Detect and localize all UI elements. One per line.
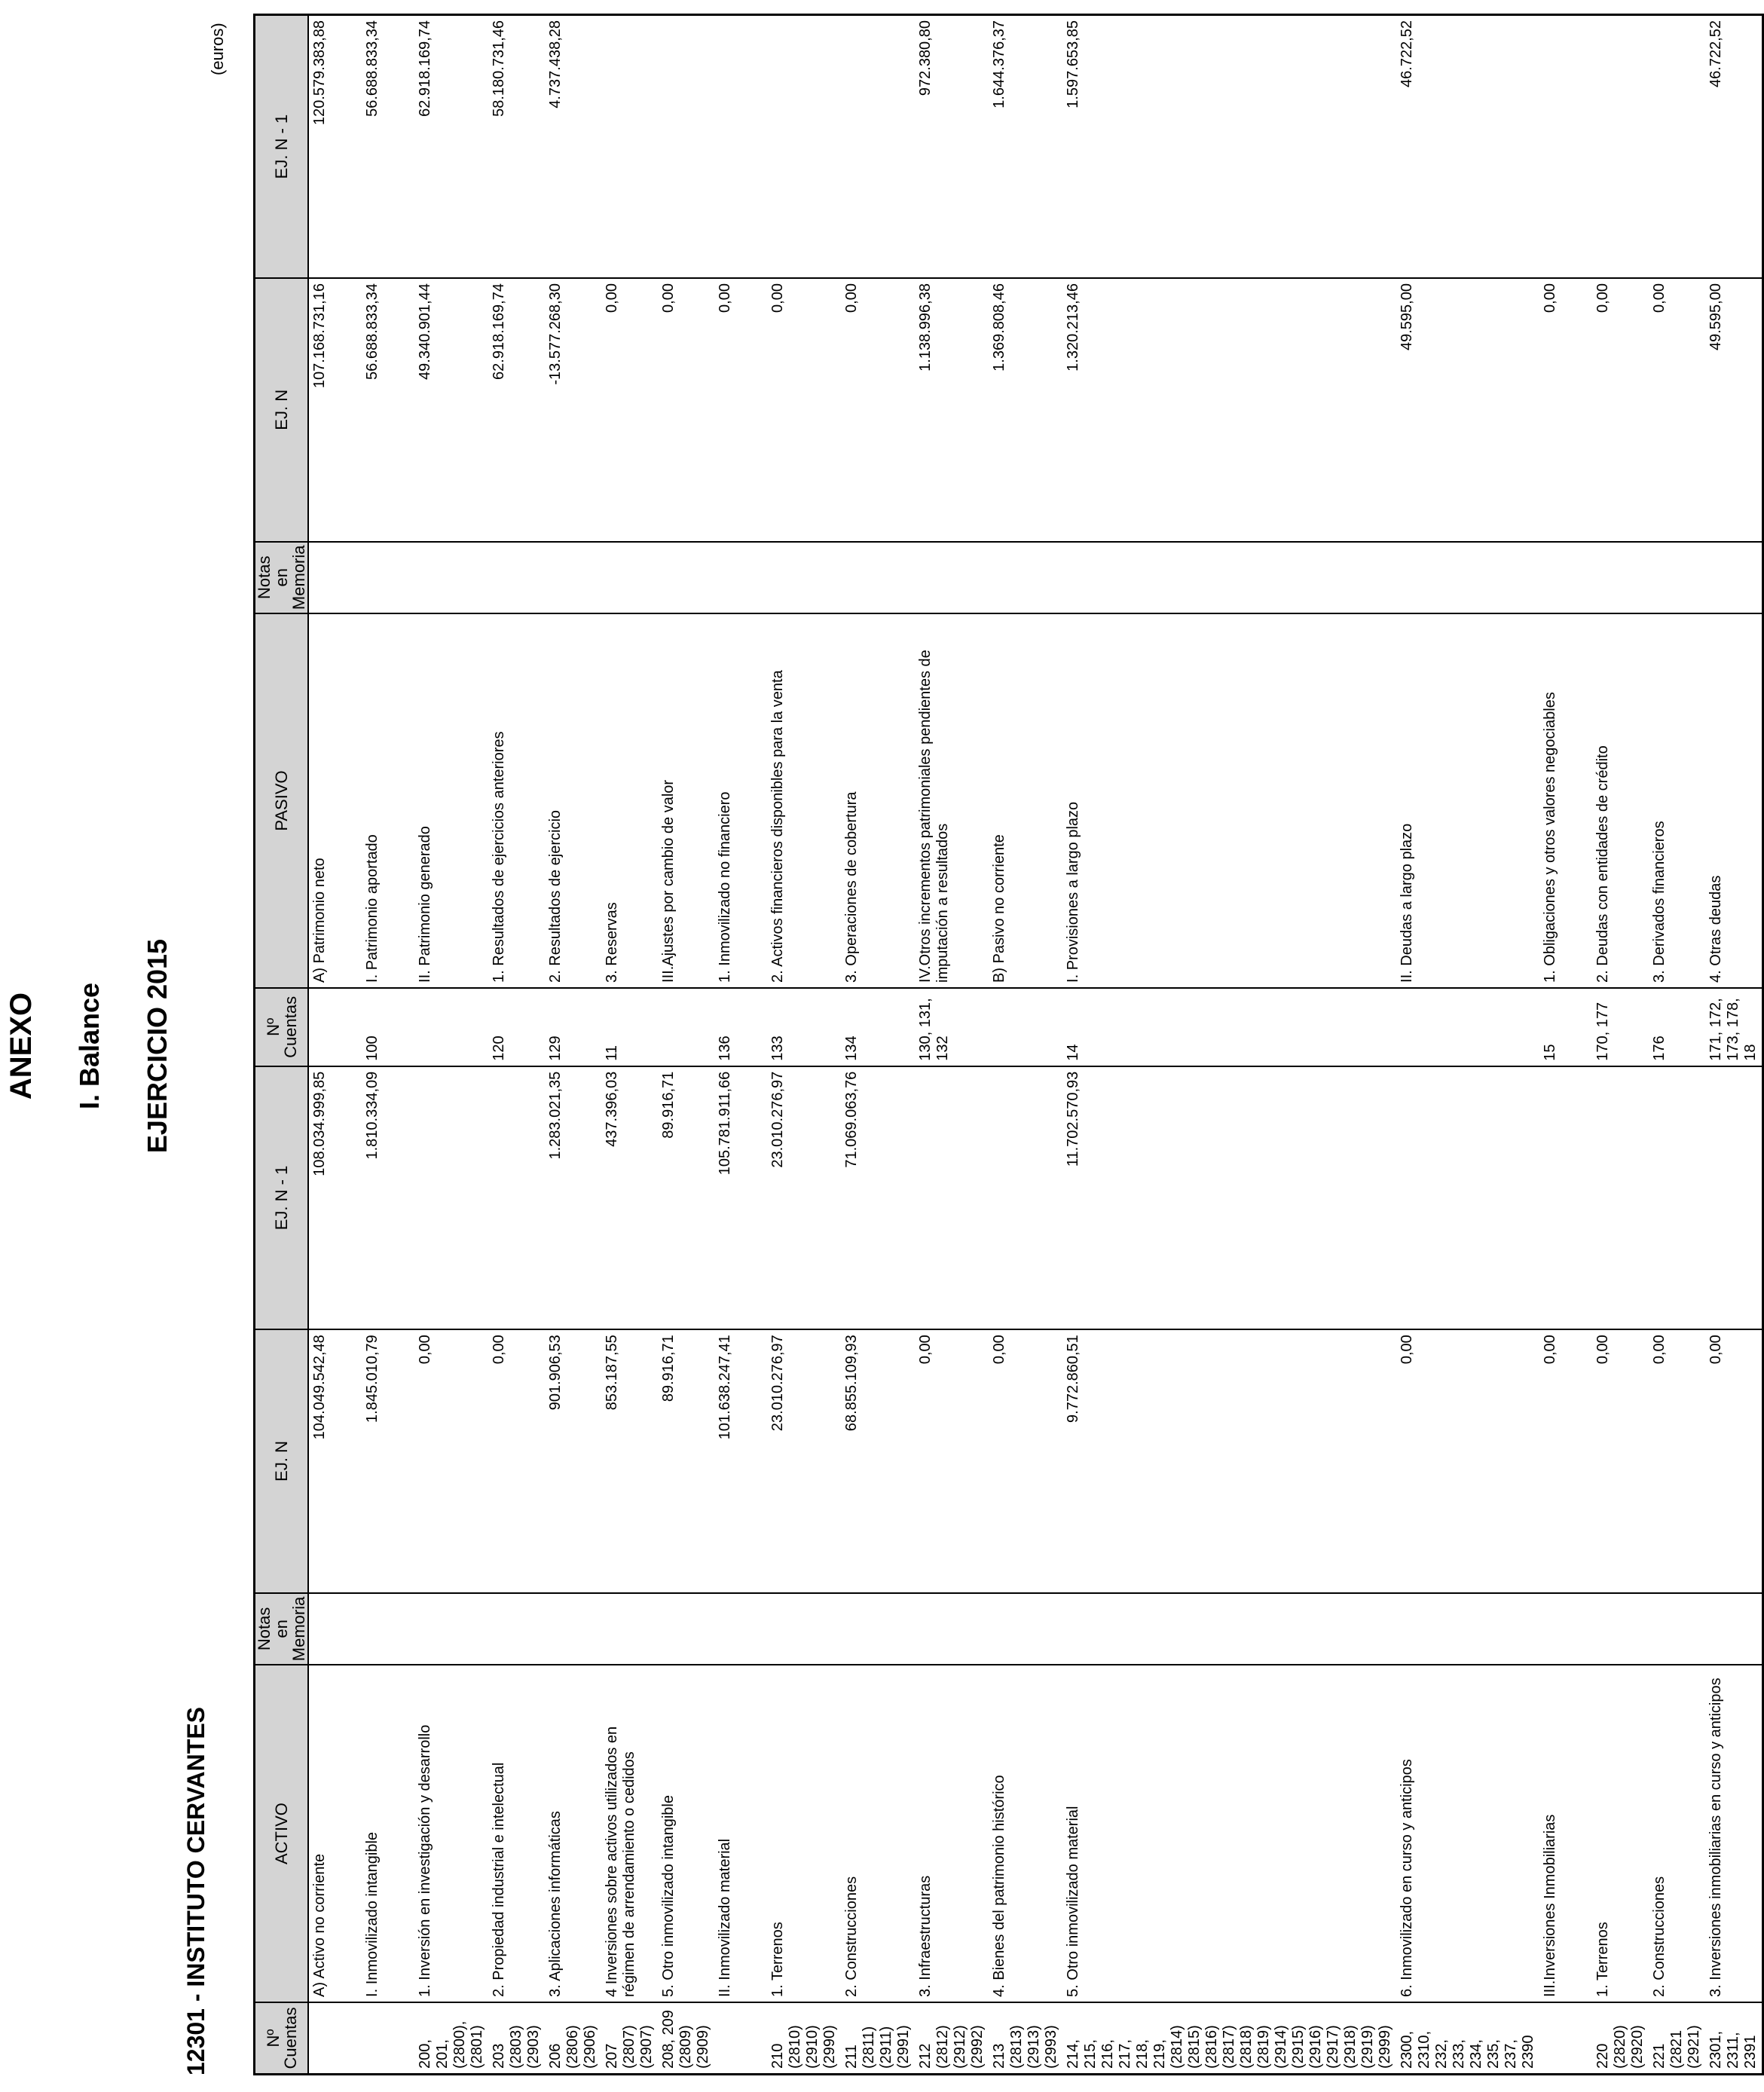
pasivo-ejn1-cell bbox=[714, 15, 767, 279]
pasivo-ejn1-cell: 46.722,52 bbox=[1396, 15, 1539, 279]
activo-label-cell: 2. Propiedad industrial e intelectual bbox=[488, 1665, 545, 2002]
activo-ejn1-cell: 11.702.570,93 bbox=[1062, 1066, 1396, 1329]
activo-cuentas-cell: 221 (2821 (2921) bbox=[1649, 2002, 1705, 2075]
pasivo-ejn1-cell: 1.597.653,85 bbox=[1062, 15, 1396, 279]
pasivo-ejn-cell: 56.688.833,34 bbox=[362, 278, 414, 541]
activo-ejn-cell: 89.916,71 bbox=[658, 1329, 714, 1592]
pasivo-ejn1-cell: 46.722,52 bbox=[1705, 15, 1763, 279]
pasivo-cuentas-cell: 134 bbox=[841, 988, 915, 1066]
activo-notas-cell bbox=[1649, 1593, 1705, 1665]
pasivo-notas-cell bbox=[1592, 542, 1649, 614]
activo-label-cell: 4. Bienes del patrimonio histórico bbox=[989, 1665, 1062, 2002]
pasivo-notas-cell bbox=[658, 542, 714, 614]
activo-cuentas-cell: 200, 201, (2800), (2801) bbox=[414, 2002, 488, 2075]
col-header-activo: ACTIVO bbox=[255, 1665, 309, 2002]
activo-cuentas-cell: 213 (2813) (2913) (2993) bbox=[989, 2002, 1062, 2075]
activo-cuentas-cell: 207 (2807) (2907) bbox=[601, 2002, 658, 2075]
table-row bbox=[545, 15, 601, 2075]
activo-label-cell: 5. Otro inmovilizado intangible bbox=[658, 1665, 714, 2002]
activo-ejn1-cell: 1.810.334,09 bbox=[362, 1066, 414, 1329]
activo-ejn-cell: 0,00 bbox=[1705, 1329, 1763, 1592]
activo-cuentas-cell: 206 (2806) (2906) bbox=[545, 2002, 601, 2075]
pasivo-ejn-cell: 0,00 bbox=[767, 278, 841, 541]
pasivo-ejn1-cell: 58.180.731,46 bbox=[488, 15, 545, 279]
pasivo-cuentas-cell bbox=[1396, 988, 1539, 1066]
pasivo-ejn1-cell bbox=[1649, 15, 1705, 279]
pasivo-label-cell: A) Patrimonio neto bbox=[308, 613, 362, 988]
pasivo-notas-cell bbox=[915, 542, 989, 614]
table-row bbox=[414, 15, 488, 2075]
activo-cuentas-cell bbox=[308, 2002, 362, 2075]
balance-table bbox=[253, 14, 1764, 2075]
activo-ejn-cell: 0,00 bbox=[1396, 1329, 1539, 1592]
pasivo-ejn-cell: 0,00 bbox=[1592, 278, 1649, 541]
col-header-notas: Notas en Memoria bbox=[255, 1593, 309, 1665]
activo-notas-cell bbox=[545, 1593, 601, 1665]
activo-ejn-cell: 0,00 bbox=[1649, 1329, 1705, 1592]
pasivo-label-cell: III.Ajustes por cambio de valor bbox=[658, 613, 714, 988]
pasivo-label-cell: 2. Resultados de ejercicio bbox=[545, 613, 601, 988]
pasivo-label-cell: 3. Operaciones de cobertura bbox=[841, 613, 915, 988]
activo-label-cell: 5. Otro inmovilizado material bbox=[1062, 1665, 1396, 2002]
pasivo-cuentas-cell: 14 bbox=[1062, 988, 1396, 1066]
pasivo-label-cell: 2. Deudas con entidades de crédito bbox=[1592, 613, 1649, 988]
pasivo-notas-cell bbox=[362, 542, 414, 614]
activo-label-cell: 3. Inversiones inmobiliarias en curso y anticipos bbox=[1705, 1665, 1763, 2002]
activo-cuentas-cell: 211 (2811) (2911) (2991) bbox=[841, 2002, 915, 2075]
pasivo-cuentas-cell bbox=[308, 988, 362, 1066]
activo-ejn-cell: 104.049.542,48 bbox=[308, 1329, 362, 1592]
pasivo-ejn-cell: 49.595,00 bbox=[1396, 278, 1539, 541]
pasivo-notas-cell bbox=[1396, 542, 1539, 614]
table-row bbox=[1062, 15, 1396, 2075]
pasivo-notas-cell bbox=[1062, 542, 1396, 614]
pasivo-cuentas-cell: 130, 131, 132 bbox=[915, 988, 989, 1066]
col-header-notas-pasivo: Notas en Memoria bbox=[255, 542, 309, 614]
activo-cuentas-cell: 214, 215, 216, 217, 218, 219, (2814) (2815) (2816) (2817) (2818) (2819) (2914) (2915) (2916) (2917) (2918) (2919) (2999) bbox=[1062, 2002, 1396, 2075]
pasivo-ejn-cell: 1.138.996,38 bbox=[915, 278, 989, 541]
pasivo-ejn-cell: 0,00 bbox=[841, 278, 915, 541]
table-row bbox=[915, 15, 989, 2075]
pasivo-cuentas-cell bbox=[658, 988, 714, 1066]
table-row bbox=[308, 15, 362, 2075]
col-header-ejn1-pasivo: EJ. N - 1 bbox=[255, 15, 309, 279]
activo-cuentas-cell: 2300, 2310, 232, 233, 234, 235, 237, 2390 bbox=[1396, 2002, 1539, 2075]
activo-cuentas-cell bbox=[714, 2002, 767, 2075]
pasivo-label-cell: 3. Derivados financieros bbox=[1649, 613, 1705, 988]
activo-notas-cell bbox=[308, 1593, 362, 1665]
ejercicio-title: EJERCICIO 2015 bbox=[142, 938, 173, 1154]
pasivo-notas-cell bbox=[767, 542, 841, 614]
activo-cuentas-cell bbox=[1539, 2002, 1592, 2075]
pasivo-label-cell: IV.Otros incrementos patrimoniales pendientes de imputación a resultados bbox=[915, 613, 989, 988]
pasivo-ejn1-cell bbox=[1592, 15, 1649, 279]
pasivo-ejn1-cell: 120.579.383,88 bbox=[308, 15, 362, 279]
pasivo-label-cell: B) Pasivo no corriente bbox=[989, 613, 1062, 988]
activo-ejn1-cell: 89.916,71 bbox=[658, 1066, 714, 1329]
col-header-ejn: EJ. N bbox=[255, 1329, 309, 1592]
activo-cuentas-cell: 2301, 2311, 2391 bbox=[1705, 2002, 1763, 2075]
pasivo-ejn1-cell: 4.737.438,28 bbox=[545, 15, 601, 279]
activo-label-cell: 2. Construcciones bbox=[841, 1665, 915, 2002]
activo-ejn1-cell bbox=[1539, 1066, 1592, 1329]
col-header-pasivo: PASIVO bbox=[255, 613, 309, 988]
activo-notas-cell bbox=[362, 1593, 414, 1665]
pasivo-ejn1-cell bbox=[1539, 15, 1592, 279]
activo-ejn1-cell: 108.034.999,85 bbox=[308, 1066, 362, 1329]
table-row bbox=[989, 15, 1062, 2075]
pasivo-cuentas-cell: 171, 172, 173, 178, 18 bbox=[1705, 988, 1763, 1066]
pasivo-cuentas-cell: 11 bbox=[601, 988, 658, 1066]
pasivo-cuentas-cell bbox=[989, 988, 1062, 1066]
pasivo-label-cell: 1. Resultados de ejercicios anteriores bbox=[488, 613, 545, 988]
activo-label-cell: 2. Construcciones bbox=[1649, 1665, 1705, 2002]
activo-ejn-cell: 0,00 bbox=[989, 1329, 1062, 1592]
pasivo-label-cell: I. Provisiones a largo plazo bbox=[1062, 613, 1396, 988]
col-header-ejn1: EJ. N - 1 bbox=[255, 1066, 309, 1329]
unit-label: (euros) bbox=[208, 23, 227, 75]
table-row bbox=[1592, 15, 1649, 2075]
pasivo-ejn1-cell bbox=[601, 15, 658, 279]
table-row bbox=[1705, 15, 1763, 2075]
col-header-ejn-pasivo: EJ. N bbox=[255, 278, 309, 541]
pasivo-notas-cell bbox=[1705, 542, 1763, 614]
activo-label-cell: 1. Inversión en investigación y desarrollo bbox=[414, 1665, 488, 2002]
activo-ejn1-cell: 105.781.911,66 bbox=[714, 1066, 767, 1329]
activo-ejn1-cell: 1.283.021,35 bbox=[545, 1066, 601, 1329]
pasivo-ejn-cell: 0,00 bbox=[658, 278, 714, 541]
pasivo-ejn-cell: 62.918.169,74 bbox=[488, 278, 545, 541]
activo-ejn-cell: 0,00 bbox=[1592, 1329, 1649, 1592]
pasivo-label-cell: 3. Reservas bbox=[601, 613, 658, 988]
pasivo-ejn-cell: -13.577.268,30 bbox=[545, 278, 601, 541]
activo-ejn1-cell bbox=[989, 1066, 1062, 1329]
pasivo-label-cell: 2. Activos financieros disponibles para la venta bbox=[767, 613, 841, 988]
activo-cuentas-cell: 212 (2812) (2912) (2992) bbox=[915, 2002, 989, 2075]
activo-notas-cell bbox=[915, 1593, 989, 1665]
activo-ejn-cell: 0,00 bbox=[1539, 1329, 1592, 1592]
table-row bbox=[1649, 15, 1705, 2075]
pasivo-ejn1-cell bbox=[658, 15, 714, 279]
activo-ejn1-cell bbox=[1705, 1066, 1763, 1329]
activo-notas-cell bbox=[841, 1593, 915, 1665]
col-header-cuentas-pasivo: Nº Cuentas bbox=[255, 988, 309, 1066]
activo-ejn-cell: 23.010.276,97 bbox=[767, 1329, 841, 1592]
table-header-row bbox=[255, 15, 309, 2075]
pasivo-label-cell: 1. Inmovilizado no financiero bbox=[714, 613, 767, 988]
pasivo-notas-cell bbox=[1539, 542, 1592, 614]
pasivo-ejn-cell: 49.595,00 bbox=[1705, 278, 1763, 541]
activo-cuentas-cell: 203 (2803) (2903) bbox=[488, 2002, 545, 2075]
activo-label-cell: A) Activo no corriente bbox=[308, 1665, 362, 2002]
pasivo-ejn1-cell: 56.688.833,34 bbox=[362, 15, 414, 279]
table-row bbox=[488, 15, 545, 2075]
activo-notas-cell bbox=[1705, 1593, 1763, 1665]
activo-ejn1-cell bbox=[414, 1066, 488, 1329]
activo-label-cell: I. Inmovilizado intangible bbox=[362, 1665, 414, 2002]
table-row bbox=[362, 15, 414, 2075]
table-row bbox=[767, 15, 841, 2075]
pasivo-ejn-cell: 49.340.901,44 bbox=[414, 278, 488, 541]
pasivo-notas-cell bbox=[841, 542, 915, 614]
activo-ejn1-cell bbox=[488, 1066, 545, 1329]
activo-notas-cell bbox=[488, 1593, 545, 1665]
pasivo-ejn-cell: 0,00 bbox=[1649, 278, 1705, 541]
pasivo-cuentas-cell: 129 bbox=[545, 988, 601, 1066]
pasivo-label-cell: I. Patrimonio aportado bbox=[362, 613, 414, 988]
table-row bbox=[841, 15, 915, 2075]
col-header-cuentas: Nº Cuentas bbox=[255, 2002, 309, 2075]
table-row bbox=[658, 15, 714, 2075]
activo-cuentas-cell bbox=[362, 2002, 414, 2075]
pasivo-cuentas-cell: 100 bbox=[362, 988, 414, 1066]
pasivo-notas-cell bbox=[1649, 542, 1705, 614]
pasivo-ejn1-cell bbox=[841, 15, 915, 279]
activo-ejn1-cell bbox=[915, 1066, 989, 1329]
activo-notas-cell bbox=[767, 1593, 841, 1665]
activo-notas-cell bbox=[1539, 1593, 1592, 1665]
activo-label-cell: 6. Inmovilizado en curso y anticipos bbox=[1396, 1665, 1539, 2002]
activo-ejn-cell: 9.772.860,51 bbox=[1062, 1329, 1396, 1592]
activo-ejn1-cell bbox=[1396, 1066, 1539, 1329]
pasivo-cuentas-cell: 136 bbox=[714, 988, 767, 1066]
activo-cuentas-cell: 208, 209 (2809) (2909) bbox=[658, 2002, 714, 2075]
activo-ejn1-cell: 71.069.063,76 bbox=[841, 1066, 915, 1329]
pasivo-ejn1-cell: 1.644.376,37 bbox=[989, 15, 1062, 279]
pasivo-cuentas-cell: 170, 177 bbox=[1592, 988, 1649, 1066]
activo-notas-cell bbox=[601, 1593, 658, 1665]
activo-ejn1-cell bbox=[1592, 1066, 1649, 1329]
table-row bbox=[601, 15, 658, 2075]
pasivo-ejn-cell: 1.369.808,46 bbox=[989, 278, 1062, 541]
activo-cuentas-cell: 220 (2820) (2920) bbox=[1592, 2002, 1649, 2075]
pasivo-label-cell: II. Patrimonio generado bbox=[414, 613, 488, 988]
activo-notas-cell bbox=[1396, 1593, 1539, 1665]
pasivo-ejn1-cell: 62.918.169,74 bbox=[414, 15, 488, 279]
table-row bbox=[1539, 15, 1592, 2075]
activo-ejn-cell: 101.638.247,41 bbox=[714, 1329, 767, 1592]
pasivo-cuentas-cell: 133 bbox=[767, 988, 841, 1066]
pasivo-notas-cell bbox=[414, 542, 488, 614]
pasivo-notas-cell bbox=[714, 542, 767, 614]
pasivo-cuentas-cell: 15 bbox=[1539, 988, 1592, 1066]
pasivo-notas-cell bbox=[308, 542, 362, 614]
pasivo-ejn-cell: 0,00 bbox=[714, 278, 767, 541]
pasivo-label-cell: 1. Obligaciones y otros valores negociables bbox=[1539, 613, 1592, 988]
pasivo-label-cell: 4. Otras deudas bbox=[1705, 613, 1763, 988]
activo-ejn-cell: 901.906,53 bbox=[545, 1329, 601, 1592]
pasivo-notas-cell bbox=[601, 542, 658, 614]
table-row bbox=[714, 15, 767, 2075]
activo-label-cell: 1. Terrenos bbox=[1592, 1665, 1649, 2002]
activo-notas-cell bbox=[714, 1593, 767, 1665]
pasivo-cuentas-cell: 120 bbox=[488, 988, 545, 1066]
pasivo-ejn-cell: 0,00 bbox=[601, 278, 658, 541]
pasivo-ejn-cell: 1.320.213,46 bbox=[1062, 278, 1396, 541]
activo-label-cell: 1. Terrenos bbox=[767, 1665, 841, 2002]
activo-notas-cell bbox=[414, 1593, 488, 1665]
activo-ejn1-cell: 437.396,03 bbox=[601, 1066, 658, 1329]
activo-ejn1-cell bbox=[1649, 1066, 1705, 1329]
activo-ejn-cell: 0,00 bbox=[915, 1329, 989, 1592]
activo-ejn-cell: 853.187,55 bbox=[601, 1329, 658, 1592]
activo-ejn-cell: 0,00 bbox=[488, 1329, 545, 1592]
activo-notas-cell bbox=[658, 1593, 714, 1665]
activo-label-cell: 3. Infraestructuras bbox=[915, 1665, 989, 2002]
activo-notas-cell bbox=[1062, 1593, 1396, 1665]
activo-label-cell: III.Inversiones Inmobiliarias bbox=[1539, 1665, 1592, 2002]
activo-ejn1-cell: 23.010.276,97 bbox=[767, 1066, 841, 1329]
pasivo-cuentas-cell bbox=[414, 988, 488, 1066]
anexo-title: ANEXO bbox=[5, 992, 38, 1100]
activo-ejn-cell: 1.845.010,79 bbox=[362, 1329, 414, 1592]
activo-label-cell: 3. Aplicaciones informáticas bbox=[545, 1665, 601, 2002]
pasivo-cuentas-cell: 176 bbox=[1649, 988, 1705, 1066]
pasivo-label-cell: II. Deudas a largo plazo bbox=[1396, 613, 1539, 988]
pasivo-notas-cell bbox=[989, 542, 1062, 614]
activo-label-cell: 4 Inversiones sobre activos utilizados en régimen de arrendamiento o cedidos bbox=[601, 1665, 658, 2002]
activo-ejn-cell: 68.855.109,93 bbox=[841, 1329, 915, 1592]
activo-notas-cell bbox=[989, 1593, 1062, 1665]
balance-title: I. Balance bbox=[74, 982, 105, 1110]
activo-notas-cell bbox=[1592, 1593, 1649, 1665]
pasivo-ejn-cell: 0,00 bbox=[1539, 278, 1592, 541]
activo-cuentas-cell: 210 (2810) (2910) (2990) bbox=[767, 2002, 841, 2075]
table-row bbox=[1396, 15, 1539, 2075]
pasivo-ejn1-cell: 972.380,80 bbox=[915, 15, 989, 279]
institution-name: 12301 - INSTITUTO CERVANTES bbox=[182, 1706, 209, 2075]
pasivo-notas-cell bbox=[545, 542, 601, 614]
activo-ejn-cell: 0,00 bbox=[414, 1329, 488, 1592]
activo-label-cell: II. Inmovilizado material bbox=[714, 1665, 767, 2002]
pasivo-notas-cell bbox=[488, 542, 545, 614]
pasivo-ejn1-cell bbox=[767, 15, 841, 279]
pasivo-ejn-cell: 107.168.731,16 bbox=[308, 278, 362, 541]
